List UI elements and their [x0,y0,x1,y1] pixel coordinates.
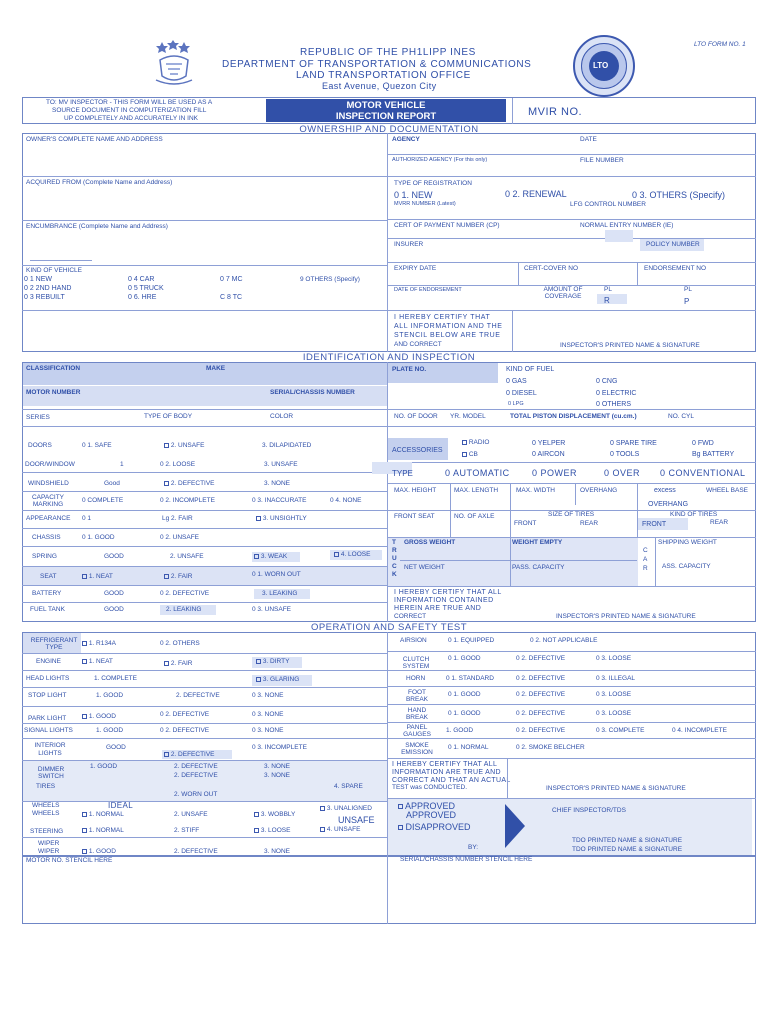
approval-arrow-icon [505,804,525,848]
panel-gauges-label: PANEL GAUGES [403,724,431,738]
government-seal-logo [152,40,196,86]
overhang-label: OVERHANG [580,487,618,494]
wiper-good[interactable]: 1. GOOD [82,849,116,856]
approval-disapproved[interactable]: DISAPPROVED [398,823,471,832]
stop-light-good[interactable]: 1. GOOD [96,692,124,699]
wheels-unaligned[interactable]: 3. UNALIGNED [320,806,372,813]
chassis-unsafe[interactable]: 0 2. UNSAFE [160,534,200,541]
make-label: MAKE [206,365,226,372]
accessory-aircon[interactable]: 0 AIRCON [532,451,565,458]
airsion-equipped[interactable]: 0 1. EQUIPPED [448,637,495,644]
windshield-none[interactable]: 3. NONE [264,480,291,487]
stop-light-defective[interactable]: 2. DEFECTIVE [176,692,220,699]
type-of-body-label: TYPE OF BODY [144,413,193,420]
kov-rebuilt[interactable]: 0 3 REBUILT [24,294,65,301]
tire-rear-label: REAR [580,520,599,527]
wheel-base-label: WHEEL BASE [706,487,749,494]
capacity-incomplete[interactable]: 0 2. INCOMPLETE [160,497,215,504]
truck-letter-k: K [392,571,397,578]
steering-label: STEERING [30,828,64,835]
max-height-label: MAX. HEIGHT [394,487,437,494]
accessory-yelper[interactable]: 0 YELPER [532,440,566,447]
head-lights-label: HEAD LIGHTS [26,675,70,682]
approval-approved[interactable]: APPROVED [398,802,455,811]
signal-lights-good[interactable]: 1. GOOD [96,727,124,734]
normal-entry-label: NORMAL ENTRY NUMBER (IE) [580,222,674,229]
series-label: SERIES [26,414,50,421]
tires-defective[interactable]: 2. DEFECTIVE [174,772,218,779]
park-light-label: PARK LIGHT [28,715,67,722]
office-address: East Avenue, Quezon City [322,81,437,91]
appearance-label: APPEARANCE [26,515,71,522]
overhang-excess-label: OVERHANG [648,501,689,508]
file-number-label: FILE NUMBER [580,157,624,164]
form-title-line-2: INSPECTION REPORT [335,111,437,122]
no-of-door-label: NO. OF DOOR [394,413,438,420]
dimmer-defective[interactable]: 2. DEFECTIVE [174,763,218,770]
total-piston-label: TOTAL PISTON DISPLACEMENT (cu.cm.) [510,413,637,420]
tires-none[interactable]: 3. NONE [264,772,291,779]
engine-neat[interactable]: 1. NEAT [82,659,113,666]
transmission-type-label: TYPE [392,469,413,478]
transmission-power[interactable]: 0 POWER [532,468,578,478]
ownership-certify-line-3: STENCIL BELOW ARE TRUE [394,332,501,339]
notice-line-2: SOURCE DOCUMENT IN COMPUTERIZATION FILL [52,107,207,114]
insurer-label: INSURER [394,241,424,248]
fuel-tank-good[interactable]: GOOD [104,606,124,613]
spring-label: SPRING [32,553,57,560]
registration-renewal-option[interactable]: 0 2. RENEWAL [505,189,567,199]
identification-certify-line-3: HEREIN ARE TRUE AND [394,605,482,612]
interior-lights-label: INTERIOR LIGHTS [34,742,66,757]
appearance-unsightly[interactable]: 3. UNSIGHTLY [256,516,307,523]
clutch-good[interactable]: 0 1. GOOD [448,655,481,662]
battery-good[interactable]: GOOD [104,590,124,597]
chassis-label: CHASSIS [32,534,61,541]
cert-cover-label: CERT-COVER NO [524,265,579,272]
classification-label: CLASSIFICATION [26,365,81,372]
steering-unsafe[interactable]: 4. UNSAFE [320,827,360,834]
coverage-pl-label-2: PL [684,286,692,293]
authorized-agency-label: AUTHORIZED AGENCY (For this only) [392,157,488,163]
smoke-emission-label: SMOKE EMISSION [401,742,433,756]
foot-break-defective[interactable]: 0 2. DEFECTIVE [516,691,566,698]
foot-break-loose[interactable]: 0 3. LOOSE [596,691,632,698]
seat-fair[interactable]: 2. FAIR [164,574,193,581]
coverage-pl-label: PL [604,286,612,293]
hand-break-good[interactable]: 0 1. GOOD [448,710,481,717]
capacity-inaccurate[interactable]: 0 3. INACCURATE [252,497,307,504]
policy-number-label: POLICY NUMBER [646,241,700,248]
clutch-defective[interactable]: 0 2. DEFECTIVE [516,655,566,662]
coverage-r-label: R [604,296,610,305]
lto-logo [573,35,635,97]
appearance-fair[interactable]: Lg 2. FAIR [162,515,193,522]
type-of-registration-label: TYPE OF REGISTRATION [394,180,472,187]
office-title: LAND TRANSPORTATION OFFICE [296,70,471,81]
smoke-belcher[interactable]: 0 2. SMOKE BELCHER [516,744,585,751]
fuel-diesel[interactable]: 0 DIESEL [506,390,537,397]
ownership-certify-line-4: AND CORRECT [394,341,442,348]
stencil-area [22,856,756,924]
windshield-defective[interactable]: 2. DEFECTIVE [164,481,215,488]
refrigerant-label: REFRIGERANT TYPE [30,637,78,651]
seat-wornout[interactable]: 0 1. WORN OUT [252,571,301,578]
serial-chassis-label: SERIAL/CHASSIS NUMBER [270,389,355,396]
dimmer-good[interactable]: 1. GOOD [90,763,118,770]
accessory-radio[interactable]: RADIO [462,440,489,447]
fuel-others[interactable]: 0 OTHERS [596,401,632,408]
panel-gauges-good[interactable]: 1. GOOD [446,727,474,734]
plate-no-label: PLATE NO. [392,366,427,373]
kind-tire-rear-label: REAR [710,519,729,526]
spring-unsafe[interactable]: 2. UNSAFE [170,553,204,560]
coverage-p-label: P [684,297,690,306]
shipping-weight-label: SHIPPING WEIGHT [658,539,717,546]
head-lights-complete[interactable]: 1. COMPLETE [94,675,137,682]
wheels-unsafe[interactable]: 2. UNSAFE [174,811,208,818]
wheels-spare[interactable]: 4. SPARE [334,783,363,790]
airsion-not-applicable[interactable]: 0 2. NOT APPLICABLE [530,637,598,644]
kov-truck[interactable]: 0 5 TRUCK [128,285,164,292]
horn-illegal[interactable]: 0 3. ILLEGAL [596,675,636,682]
owner-name-label[interactable]: OWNER'S COMPLETE NAME AND ADDRESS [26,136,163,143]
interior-lights-incomplete[interactable]: 0 3. INCOMPLETE [252,744,307,751]
notice-line-3: UP COMPLETELY AND ACCURATELY IN INK [64,115,199,122]
dimmer-none[interactable]: 3. NONE [264,763,291,770]
wheels-label: WHEELS [32,802,60,809]
gross-weight-label: GROSS WEIGHT [404,539,456,546]
engine-dirty[interactable]: 3. DIRTY [256,659,289,666]
head-lights-glaring[interactable]: 3. GLARING [256,677,299,684]
kind-of-fuel-label: KIND OF FUEL [506,366,555,373]
form-title-line-1: MOTOR VEHICLE [346,100,426,111]
tires-label: TIRES [36,783,56,790]
motor-stencil-label: MOTOR NO. STENCIL HERE [26,857,113,864]
fuel-cng[interactable]: 0 CNG [596,378,618,385]
signal-lights-defective[interactable]: 0 2. DEFECTIVE [160,727,210,734]
door-window-loose[interactable]: 0 2. LOOSE [160,461,196,468]
accessory-battery[interactable]: Bg BATTERY [692,451,735,458]
max-length-label: MAX. LENGTH [454,487,499,494]
kind-of-vehicle-label: KIND OF VEHICLE [26,267,82,274]
form-number: LTO FORM NO. 1 [694,41,746,48]
fuel-tank-leaking[interactable]: 2. LEAKING [166,606,202,613]
kov-second-hand[interactable]: 0 2 2ND HAND [24,285,72,292]
fuel-tank-label: FUEL TANK [30,606,65,613]
agency-label: AGENCY [392,136,420,143]
date-of-endorsement-label: DATE OF ENDORSEMENT [394,287,462,293]
stop-light-label: STOP LIGHT [28,692,67,699]
wiper-defective[interactable]: 2. DEFECTIVE [174,848,218,855]
identification-certify-line-1: I HEREBY CERTIFY THAT ALL [394,589,502,596]
transmission-over[interactable]: 0 OVER [604,468,641,478]
truck-letter-u: U [392,555,397,562]
signal-lights-label: SIGNAL LIGHTS [24,727,73,734]
kov-mc[interactable]: 0 7 MC [220,276,243,283]
pass-capacity-label: PASS. CAPACITY [512,564,565,571]
panel-gauges-incomplete[interactable]: 0 4. INCOMPLETE [672,727,727,734]
car-letter-r: R [643,565,648,572]
horn-standard[interactable]: 0 1. STANDARD [446,675,494,682]
truck-letter-r: R [392,547,397,554]
operation-certify-line-3: CORRECT AND THAT AN ACTUAL [392,777,511,784]
clutch-loose[interactable]: 0 3. LOOSE [596,655,632,662]
amount-of-coverage-label: AMOUNT OF COVERAGE [543,286,583,300]
signal-lights-none[interactable]: 0 3. NONE [252,727,284,734]
battery-defective[interactable]: 0 2. DEFECTIVE [160,590,210,597]
tdo-signature-1[interactable]: TDO PRINTED NAME & SIGNATURE [572,837,683,844]
door-window-opt-1[interactable]: 1 [120,461,124,468]
color-label: COLOR [270,413,294,420]
engine-label: ENGINE [36,658,61,665]
kind-of-tires-label: KIND OF TIRES [670,511,718,518]
accessory-spare-tire[interactable]: 0 SPARE TIRE [610,440,657,447]
wheels-wobbly[interactable]: 3. WOBBLY [254,812,295,819]
kov-car[interactable]: 0 4 CAR [128,276,155,283]
interior-lights-good[interactable]: GOOD [106,744,126,751]
section-operation: OPERATION AND SAFETY TEST [310,622,468,633]
tdo-signature-2[interactable]: TDO PRINTED NAME & SIGNATURE [572,846,683,853]
operation-certify-line-1: I HEREBY CERTIFY THAT ALL [392,761,498,768]
kov-tc[interactable]: C 8 TC [220,294,243,301]
chassis-stencil-label: SERIAL/CHASSIS NUMBER STENCIL HERE [400,856,533,863]
motor-number-label: MOTOR NUMBER [26,389,81,396]
panel-gauges-defective[interactable]: 0 2. DEFECTIVE [516,727,566,734]
clutch-label: CLUTCH SYSTEM [402,656,430,670]
windshield-label: WINDSHIELD [28,480,69,487]
weight-empty-label: WEIGHT EMPTY [512,539,563,546]
horn-defective[interactable]: 0 2. DEFECTIVE [516,675,566,682]
operation-certify-line-2: INFORMATION ARE TRUE AND [392,769,501,776]
approval-by-label: BY: [468,844,479,851]
door-window-unsafe[interactable]: 3. UNSAFE [264,461,298,468]
notice-line-1: TO: MV INSPECTOR - THIS FORM WILL BE USED AS A [46,99,213,106]
form-title-banner [266,99,506,122]
capacity-complete[interactable]: 0 COMPLETE [82,497,124,504]
republic-title: REPUBLIC OF THE PH1LIPP INES [300,47,476,58]
max-width-label: MAX. WIDTH [516,487,555,494]
kov-new[interactable]: 0 1 NEW [24,276,53,283]
wheels-ideal[interactable]: IDEAL [108,801,134,810]
chief-inspector-label[interactable]: CHIEF INSPECTOR/TDS [552,807,626,814]
excess-label: excess [654,487,676,494]
operation-certify-line-4: TEST was CONDUCTED. [392,784,467,791]
doors-label: DOORS [28,442,52,449]
park-light-none[interactable]: 0 3. NONE [252,711,284,718]
hand-break-loose[interactable]: 0 3. LOOSE [596,710,632,717]
capacity-none[interactable]: 0 4. NONE [330,497,362,504]
steering-stiff[interactable]: 2. STIFF [174,827,200,834]
fuel-tank-unsafe[interactable]: 0 3. UNSAFE [252,606,292,613]
battery-label: BATTERY [32,590,62,597]
doors-dilapidated[interactable]: 3. DILAPIDATED [262,442,312,449]
foot-break-good[interactable]: 0 1. GOOD [448,691,481,698]
wiper-label: WIPER [38,840,60,847]
acquired-from-label[interactable]: ACQUIRED FROM (Complete Name and Address) [26,179,173,186]
accessories-label: ACCESSORIES [392,447,443,454]
transmission-automatic[interactable]: 0 AUTOMATIC [445,468,510,478]
truck-letter-t: T [392,539,396,546]
spring-weak[interactable]: 3. WEAK [254,554,287,561]
ownership-certify-line-1: I HEREBY CERTIFY THAT [394,314,491,321]
wheels-normal[interactable]: 1. NORMAL [82,812,124,819]
airsion-label: AIRSION [400,637,427,644]
lfg-control-number-label: LFG CONTROL NUMBER [570,201,646,208]
wheels-label-2: WHEELS [32,810,60,817]
wheels-unsafe-2[interactable]: UNSAFE [338,815,375,825]
mvir-number-label: MVIR NO. [528,106,583,118]
car-letter-c: C [643,547,648,554]
chassis-good[interactable]: 0 1. GOOD [82,534,115,541]
car-letter-a: A [643,556,648,563]
identification-certify-line-4: CORRECT [394,613,427,620]
fuel-electric[interactable]: 0 ELECTRIC [596,390,637,397]
front-seat-label: FRONT SEAT [394,513,435,520]
expiry-date-label: EXPIRY DATE [394,265,437,272]
net-weight-label: NET WEIGHT [404,564,445,571]
hand-break-defective[interactable]: 0 2. DEFECTIVE [516,710,566,717]
tire-front-label: FRONT [514,520,537,527]
battery-leaking[interactable]: 3. LEAKING [262,590,298,597]
steering-loose[interactable]: 3. LOOSE [254,828,290,835]
engine-fair[interactable]: 2. FAIR [164,661,193,668]
park-light-defective[interactable]: 0 2. DEFECTIVE [160,711,210,718]
refrigerant-r134a[interactable]: 1. R134A [82,641,116,648]
hand-break-label: HAND BREAK [405,707,429,721]
operation-inspector-signature[interactable]: INSPECTOR'S PRINTED NAME & SIGNATURE [546,785,686,792]
fuel-lpg[interactable]: 0 LPG [508,401,524,407]
approval-approved-2[interactable]: APPROVED [406,810,457,820]
encumbrance-label[interactable]: ENCUMBRANCE (Complete Name and Address) [26,223,168,230]
mvrr-number-label: MVRR NUMBER (Latest) [394,201,456,207]
panel-gauges-complete[interactable]: 0 3. COMPLETE [596,727,645,734]
kind-tire-front-label: FRONT [642,521,667,528]
tires-wornout[interactable]: 2. WORN OUT [174,791,218,798]
interior-lights-defective[interactable]: 2. DEFECTIVE [164,752,215,759]
doors-unsafe[interactable]: 2. UNSAFE [164,443,204,450]
spring-good[interactable]: GOOD [104,553,124,560]
cert-payment-label: CERT OF PAYMENT NUMBER (CP) [394,222,500,229]
yr-model-label: YR. MODEL [450,413,486,420]
registration-others-option[interactable]: 0 3. OTHERS (Specify) [632,190,726,200]
registration-new-option[interactable]: 0 1. NEW [394,190,433,200]
stop-light-none[interactable]: 0 3. NONE [252,692,284,699]
ownership-inspector-signature[interactable]: INSPECTOR'S PRINTED NAME & SIGNATURE [560,342,700,349]
park-light-good[interactable]: 1. GOOD [82,714,116,721]
smoke-normal[interactable]: 0 1. NORMAL [448,744,489,751]
department-title: DEPARTMENT OF TRANSPORTATION & COMMUNICATIONS [222,59,532,70]
size-of-tires-label: SIZE OF TIRES [548,511,595,518]
date-label: DATE [580,136,597,143]
horn-label: HORN [406,675,426,682]
kov-hre[interactable]: 0 6. HRE [128,294,157,301]
accessory-tools[interactable]: 0 TOOLS [610,451,640,458]
wiper-label-2: WIPER [38,848,60,855]
no-of-axle-label: NO. OF AXLE [454,513,495,520]
door-window-label: DOOR/WINDOW [25,461,75,468]
kov-others[interactable]: 9 OTHERS (Specify) [300,276,360,283]
accessory-cb[interactable]: CB [462,452,478,459]
identification-certify-line-2: INFORMATION CONTAINED [394,597,494,604]
endorsement-no-label: ENDORSEMENT NO [644,265,706,272]
section-identification: IDENTIFICATION AND INSPECTION [302,352,476,363]
no-cyl-label: NO. CYL [668,413,695,420]
dimmer-switch-label: DIMMER SWITCH [37,766,65,780]
accessory-fwd[interactable]: 0 FWD [692,440,714,447]
truck-letter-c: C [392,563,397,570]
lto-logo-text: LTO [593,61,609,70]
appearance-opt-1[interactable]: 0 1 [82,515,92,522]
doors-safe[interactable]: 0 1. SAFE [82,442,112,449]
fuel-gas[interactable]: 0 GAS [506,378,527,385]
ass-capacity-label: ASS. CAPACITY [662,563,711,570]
steering-normal[interactable]: 1. NORMAL [82,828,124,835]
refrigerant-others[interactable]: 0 2. OTHERS [160,640,200,647]
spring-loose[interactable]: 4. LOOSE [334,552,370,559]
section-ownership: OWNERSHIP AND DOCUMENTATION [299,124,479,135]
seat-label: SEAT [40,573,57,580]
identification-inspector-signature[interactable]: INSPECTOR'S PRINTED NAME & SIGNATURE [556,613,696,620]
capacity-marking-label: CAPACITY MARKING [31,494,65,508]
windshield-good[interactable]: Good [104,480,120,487]
ownership-certify-line-2: ALL INFORMATION AND THE [394,323,503,330]
seat-neat[interactable]: 1. NEAT [82,574,113,581]
wiper-none[interactable]: 3. NONE [264,848,291,855]
transmission-conventional[interactable]: 0 CONVENTIONAL [660,468,746,478]
foot-break-label: FOOT BREAK [405,689,429,703]
